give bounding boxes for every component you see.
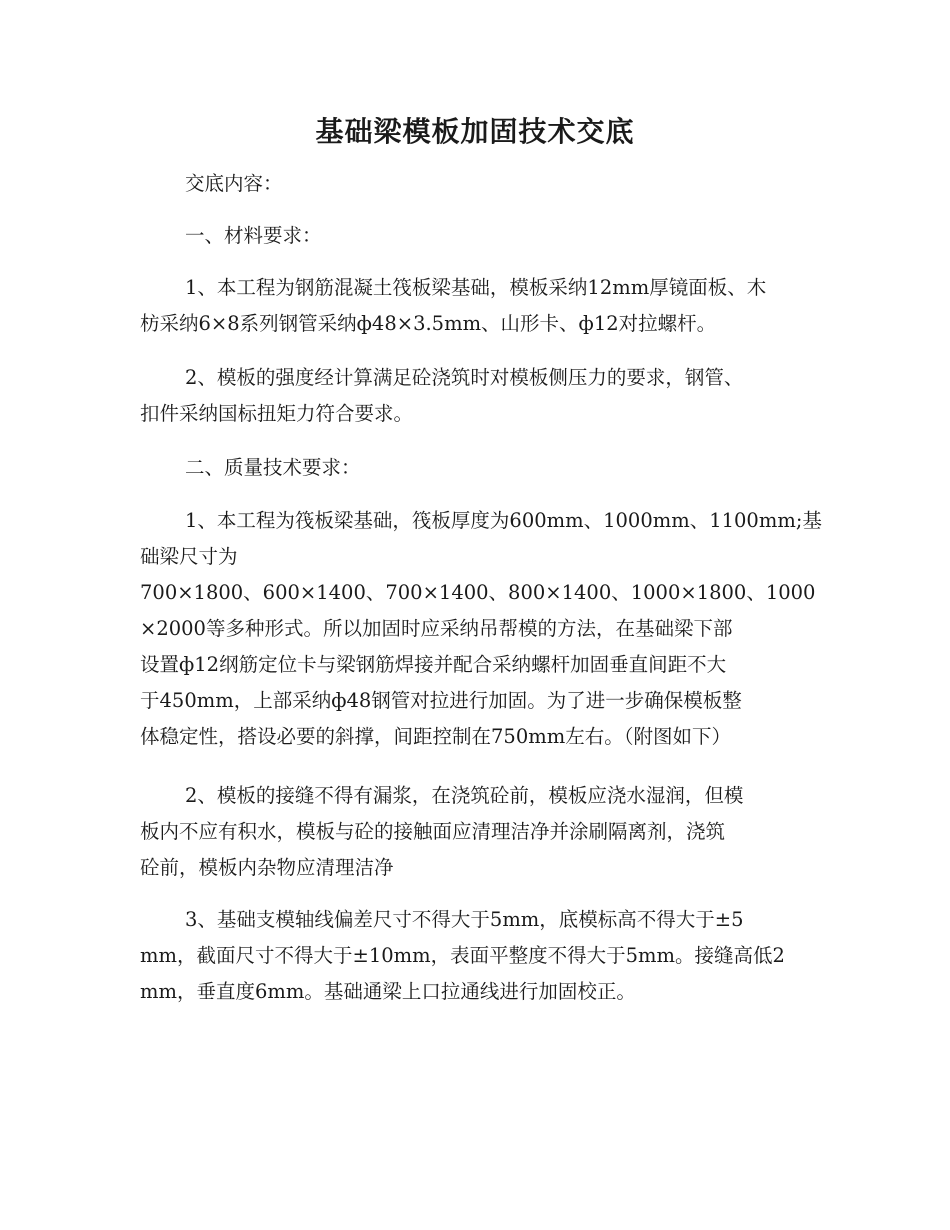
paragraph-line: 1、本工程为筏板梁基础，筏板厚度为600mm、1000mm、1100mm;基 xyxy=(185,509,822,532)
paragraph-line: 1、本工程为钢筋混凝土筏板梁基础，模板采纳12mm厚镜面板、木 xyxy=(185,276,767,299)
section-2-item-1 xyxy=(140,503,822,755)
intro-text: 交底内容： xyxy=(185,172,283,195)
paragraph-line: 扣件采纳国标扭矩力符合要求。 xyxy=(140,402,414,425)
section-2-item-3 xyxy=(140,902,812,1010)
section-2-item-2 xyxy=(140,778,812,886)
paragraph-line: 枋采纳6×8系列钢管采纳ф48×3.5mm、山形卡、ф12对拉螺杆。 xyxy=(140,312,717,335)
section-1-heading xyxy=(140,218,857,254)
paragraph-line: 砼前，模板内杂物应清理洁净 xyxy=(140,856,394,879)
section-1-item-1 xyxy=(140,270,812,342)
section-1-heading-text: 一、材料要求： xyxy=(185,224,322,247)
section-1-item-2 xyxy=(140,360,812,432)
paragraph-line: 3、基础支模轴线偏差尺寸不得大于5mm，底模标高不得大于±5 xyxy=(185,908,744,931)
paragraph-line: 700×1800、600×1400、700×1400、800×1400、1000×1800、1000 xyxy=(140,581,816,604)
paragraph-line: 体稳定性，搭设必要的斜撑，间距控制在750mm左右。（附图如下） xyxy=(140,725,731,748)
paragraph-line: 础梁尺寸为 xyxy=(140,545,238,568)
paragraph-line: 于450mm，上部采纳ф48钢管对拉进行加固。为了进一步确保模板整 xyxy=(140,689,742,712)
section-2-heading xyxy=(140,450,857,486)
paragraph-line: 2、模板的接缝不得有漏浆，在浇筑砼前，模板应浇水湿润，但模 xyxy=(185,784,744,807)
paragraph-line: ×2000等多种形式。所以加固时应采纳吊帮模的方法，在基础梁下部 xyxy=(140,617,733,640)
paragraph-line: 设置ф12纲筋定位卡与梁钢筋焊接并配合采纳螺杆加固垂直间距不大 xyxy=(140,653,727,676)
paragraph-line: 板内不应有积水，模板与砼的接触面应清理洁净并涂刷隔离剂，浇筑 xyxy=(140,820,726,843)
intro-label xyxy=(140,166,857,202)
section-2-heading-text: 二、质量技术要求： xyxy=(185,456,361,479)
document-title: 基础梁模板加固技术交底 xyxy=(315,115,635,148)
paragraph-line: mm，截面尺寸不得大于±10mm，表面平整度不得大于5mm。接缝高低2 xyxy=(140,944,785,967)
paragraph-line: mm，垂直度6mm。基础通梁上口拉通线进行加固校正。 xyxy=(140,980,636,1003)
paragraph-line: 2、模板的强度经计算满足砼浇筑时对模板侧压力的要求，钢管、 xyxy=(185,366,744,389)
